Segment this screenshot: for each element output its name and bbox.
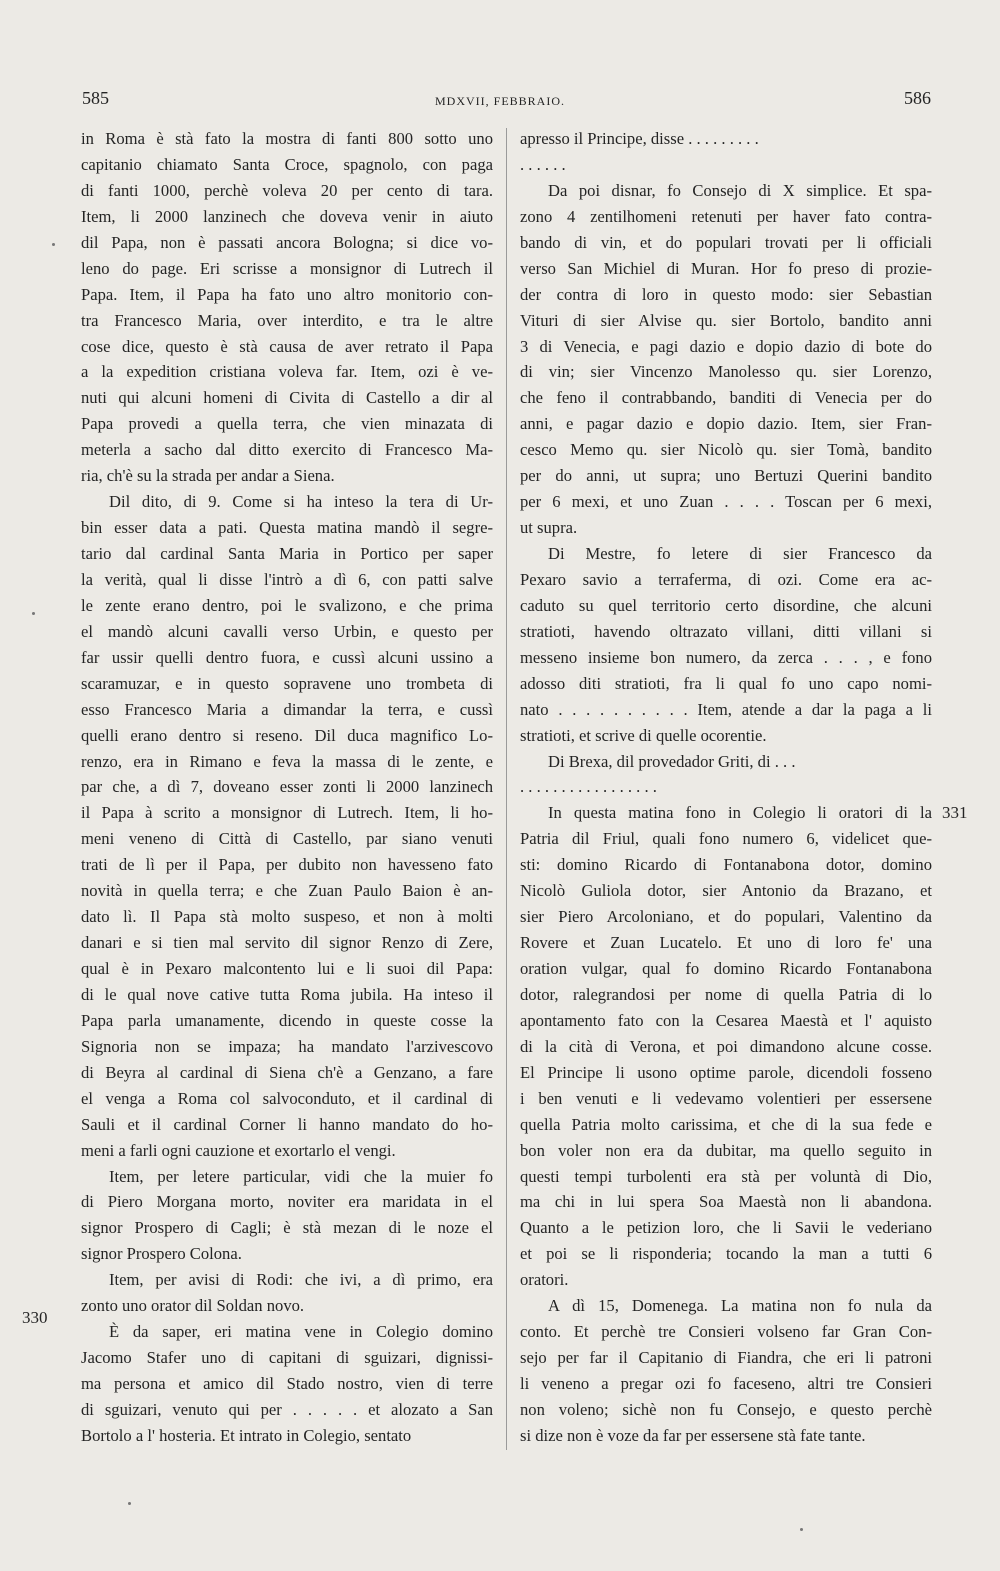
- text-line: quelli erano dentro si reseno. Dil duca magnifico Lo-: [81, 725, 493, 745]
- text-line: ma persona et amico dil Stado nostro, vien di terre: [81, 1374, 493, 1393]
- paper-speck: [800, 1528, 803, 1531]
- text-line: di vin; sier Vincenzo Manolesso qu. sier Lorenzo,: [520, 362, 932, 382]
- text-line: Dil dito, di 9. Come si ha inteso la tera di Ur-: [109, 492, 493, 512]
- text-line: nuti qui alcuni homeni di Civita di Castello a dir al: [81, 388, 493, 408]
- text-line: oratori.: [520, 1270, 569, 1290]
- text-line: Pexaro savio a terraferma, di ozi. Come era ac-: [520, 569, 932, 589]
- text-line: Item, per letere particular, vidi che la muier fo: [109, 1166, 493, 1186]
- text-line: per do anni, ut supra; uno Bertuzi Querini bandito: [520, 466, 932, 486]
- text-line: bon voler non era da dubitar, ma quello seguito in: [520, 1140, 932, 1160]
- text-line: In questa matina fono in Colegio li oratori di la: [548, 803, 932, 823]
- text-line: Sauli et il cardinal Corner li hanno mandato do ho-: [81, 1114, 493, 1134]
- text-line: per 6 mexi, et uno Zuan . . . . Toscan per 6 mexi,: [520, 492, 932, 512]
- text-line: novità in quella terra; e che Zuan Paulo Baion è an-: [81, 881, 493, 901]
- text-line: signor Prospero Colona.: [81, 1244, 242, 1264]
- text-line: zonto uno orator dil Soldan novo.: [81, 1296, 305, 1316]
- text-line: Patria dil Friul, quali fono numero 6, videlicet que-: [520, 829, 932, 849]
- page-number-left: 585: [82, 88, 109, 108]
- text-line: el venga a Roma col salvoconduto, et il cardinal di: [81, 1088, 493, 1108]
- text-line: i ben venuti e li vedevamo volentieri per essersene: [520, 1088, 932, 1108]
- text-line: Rovere et Zuan Lucatelo. Et uno di loro fe' una: [520, 933, 932, 953]
- text-line: zono 4 zentilhomeni retenuti per haver fato contra-: [520, 206, 932, 226]
- text-line: ria, ch'è su la strada per andar a Siena.: [81, 466, 335, 486]
- text-line: Signoria non se impaza; ha mandato l'arzivescovo: [81, 1036, 493, 1056]
- text-line: et poi se li risponderia; tocando la man a tutti 6: [520, 1244, 932, 1264]
- text-line: Item, li 2000 lanzinech che doveva venir in aiuto: [81, 206, 493, 226]
- text-line: oration vulgar, qual fo domino Ricardo Fontanabona: [520, 959, 932, 978]
- text-line: sejo per far il Capitanio di Fiandra, che eri li patroni: [520, 1348, 932, 1368]
- text-line: par che, a dì 7, doveano esser zonti li 2000 lanzinech: [81, 777, 493, 797]
- text-line: Di Mestre, fo letere di sier Francesco da: [548, 544, 932, 563]
- text-line: quella Patria molto carissima, et che di la sua fede e: [520, 1114, 932, 1134]
- text-line: li veneno a pregar ozi fo faceseno, altri tre Consieri: [520, 1374, 932, 1393]
- text-line: dil Papa, non è passati ancora Bologna; si dice vo-: [81, 232, 493, 252]
- text-line: di la cità di Verona, et poi dimandono alcune cosse.: [520, 1036, 932, 1056]
- text-line: anni, e pagar dazio e dopio dazio. Item, sier Fran-: [520, 414, 932, 434]
- text-line: il Papa à scrito a monsignor di Lutrech. Item, li ho-: [81, 803, 493, 823]
- text-line: nato . . . . . . . . . . Item, atende a dar la paga a li: [520, 699, 932, 719]
- text-line: in Roma è stà fato la mostra di fanti 800 sotto uno: [81, 129, 493, 148]
- text-line: Papa. Item, il Papa ha fato uno altro monitorio con-: [81, 284, 493, 304]
- text-line: danari e si tien mal servito dil signor Renzo di Zere,: [81, 933, 493, 953]
- paper-speck: [128, 1502, 131, 1505]
- text-line: stratioti, et scrive di quelle ocorentie.: [520, 725, 767, 745]
- text-line: leno do page. Eri scrisse a monsignor di Lutrech il: [81, 258, 493, 278]
- text-line: Bortolo a l' hosteria. Et intrato in Colegio, sentato: [81, 1425, 412, 1445]
- text-line: di Beyra al cardinal di Siena ch'è a Genzano, a fare: [81, 1062, 493, 1082]
- text-line: bando di vin, et do populari trovati per li officiali: [520, 232, 932, 252]
- text-line: ut supra.: [520, 518, 578, 538]
- text-line: tra Francesco Maria, over interdito, e tra le altre: [81, 310, 493, 330]
- text-line: . . . . . .: [520, 154, 566, 174]
- text-line: non voleno; sichè non fu Consejo, e questo perchè: [520, 1399, 932, 1419]
- text-line: renzo, era in Rimano e feva la massa di le zente, e: [81, 751, 493, 771]
- right-column: [520, 126, 932, 1449]
- text-line: di fanti 1000, perchè voleva 20 per cento di tara.: [81, 180, 493, 200]
- text-line: meni a farli ogni cauzione et exortarlo el vengi.: [81, 1140, 396, 1160]
- text-line: si dize non è voze da far per essersene stà fate tante.: [520, 1425, 866, 1445]
- text-line: A dì 15, Domenega. La matina non fo nula da: [548, 1296, 932, 1316]
- text-line: cose dice, questo è stà causa de aver retrato il Papa: [81, 336, 493, 356]
- text-line: sti: domino Ricardo di Fontanabona dotor, domino: [520, 855, 932, 875]
- text-line: di Piero Morgana morto, noviter era maridata in el: [81, 1192, 493, 1212]
- text-line: Nicolò Guliola dotor, sier Antonio da Brazano, et: [520, 881, 932, 901]
- text-line: apontamento fato con la Cesarea Maestà et l' aquisto: [520, 1010, 932, 1030]
- margin-number-left: 330: [22, 1308, 48, 1327]
- text-line: cesco Memo qu. sier Nicolò qu. sier Tomà, bandito: [520, 440, 932, 460]
- text-line: capitanio chiamato Santa Croce, spagnolo, con paga: [81, 154, 493, 174]
- text-line: 3 di Venecia, e pagi dazio e dopio dazio di bote do: [520, 336, 932, 356]
- text-line: sier Piero Arcoloniano, et do populari, Valentino da: [520, 907, 932, 927]
- text-line: Da poi disnar, fo Consejo di X simplice. Et spa-: [548, 180, 932, 200]
- text-line: È da saper, eri matina vene in Colegio domino: [109, 1322, 493, 1342]
- text-line: di le qual nove cative tutta Roma jubila. Ha inteso il: [81, 984, 493, 1004]
- text-line: trati de lì per il Papa, per dubito non havesseno fato: [81, 855, 493, 875]
- text-line: adosso diti stratioti, fra li qual fo uno capo nomi-: [520, 673, 932, 693]
- text-line: messeno insieme bon numero, da zerca . . . , e fono: [520, 647, 932, 667]
- running-title: MDXVII, FEBBRAIO.: [434, 94, 565, 108]
- text-line: a la expedition cristiana voleva far. Item, ozi è ve-: [81, 362, 493, 382]
- text-line: qual è in Pexaro malcontento lui e li suoi dil Papa:: [81, 959, 493, 978]
- text-line: conto. Et perchè tre Consieri volseno far Gran Con-: [520, 1322, 932, 1342]
- text-line: El Principe li usono optime parole, dicendoli fosseno: [520, 1062, 932, 1082]
- text-line: Jacomo Stafer uno di capitani di sguizari, dignissi-: [81, 1348, 493, 1368]
- paper-speck: [32, 612, 35, 615]
- text-line: dotor, ralegrandosi per nome di quella Patria di lo: [520, 984, 932, 1004]
- text-line: tario dal cardinal Santa Maria in Portico per saper: [81, 544, 493, 563]
- text-line: far ussir quelli dentro fuora, e cussì alcuni ussino a: [81, 647, 493, 667]
- text-line: questi tempi turbolenti era stà per voluntà di Dio,: [520, 1166, 932, 1186]
- text-line: la verità, qual li disse l'intrò a dì 6, con patti salve: [81, 569, 493, 589]
- margin-number-right: 331: [942, 803, 968, 822]
- text-line: Papa parla umanamente, dicendo in queste cosse la: [81, 1010, 493, 1030]
- text-line: caduto su quel territorio certo disordine, che alcuni: [520, 595, 932, 615]
- text-line: verso San Michiel di Muran. Hor fo preso di prozie-: [520, 258, 932, 278]
- text-line: dato lì. Il Papa stà molto suspeso, et non à molti: [81, 907, 493, 927]
- text-line: signor Prospero di Cagli; è stà mezan di le noze el: [81, 1218, 493, 1238]
- text-line: meni veneno di Città di Castello, par siano venuti: [81, 829, 493, 849]
- text-line: le zente erano dentro, poi le svalizono, e che prima: [81, 595, 493, 615]
- text-line: di sguizari, venuto qui per . . . . . et alozato a San: [81, 1399, 493, 1419]
- text-line: meterla a sacho dal ditto exercito di Francesco Ma-: [81, 440, 493, 460]
- text-line: apresso il Principe, disse . . . . . . . . .: [520, 129, 759, 148]
- text-line: . . . . . . . . . . . . . . . . .: [520, 777, 657, 797]
- page-number-right: 586: [904, 88, 931, 108]
- text-line: Vituri di sier Alvise qu. sier Bortolo, bandito anni: [520, 310, 932, 330]
- left-column: [81, 126, 493, 1449]
- text-line: ma chi in lui spera Soa Maestà non li abandona.: [520, 1192, 932, 1212]
- text-line: bin esser data a pati. Questa matina mandò il segre-: [81, 518, 493, 538]
- text-line: stratioti, havendo oltrazato villani, ditti villani si: [520, 621, 932, 641]
- text-line: Item, per avisi di Rodi: che ivi, a dì primo, era: [109, 1270, 493, 1290]
- column-divider: [506, 128, 507, 1450]
- text-line: scaramuzar, e in questo sopravene uno trombeta di: [81, 673, 493, 693]
- text-line: esso Francesco Maria a dimandar la terra, e cussì: [81, 699, 493, 719]
- text-line: Di Brexa, dil provedador Griti, di . . .: [548, 751, 796, 771]
- page-header: [0, 88, 1000, 118]
- text-line: Papa provedi a quella terra, che vien minazata di: [81, 414, 493, 434]
- text-line: der contra di loro in questo modo: sier Sebastian: [520, 284, 932, 304]
- text-line: che feno il contrabbando, banditi di Venecia per do: [520, 388, 932, 408]
- text-line: el mandò alcuni cavalli verso Urbin, e questo per: [81, 621, 493, 641]
- text-line: Quanto a le petizion loro, che li Savii le vederiano: [520, 1218, 932, 1238]
- paper-speck: [52, 243, 55, 246]
